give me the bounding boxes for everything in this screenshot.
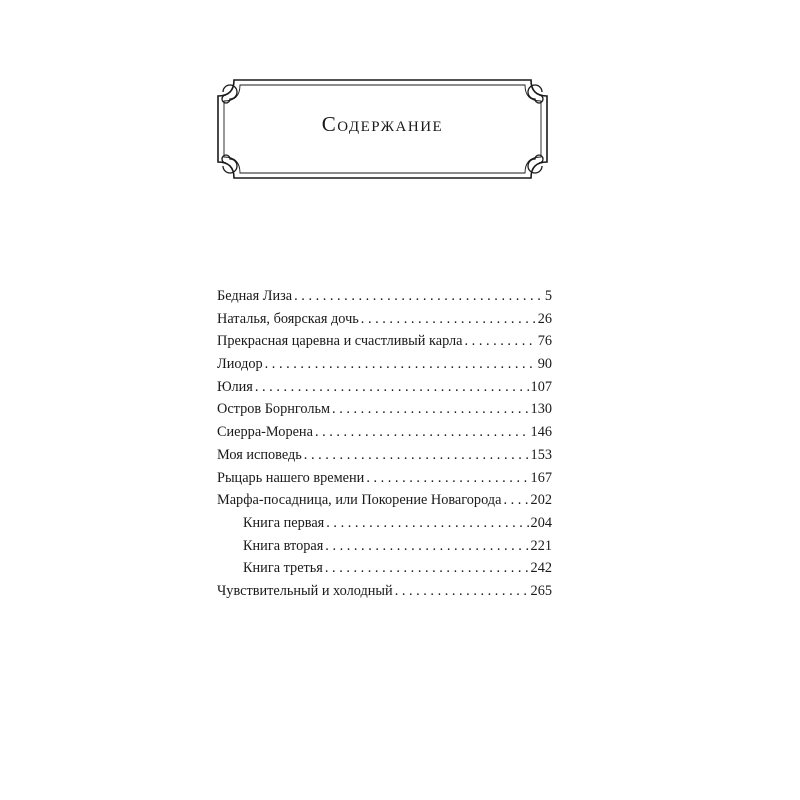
toc-entry-title: Марфа-посадница, или Покорение Новагорода bbox=[217, 492, 502, 509]
toc-entry-page: 146 bbox=[530, 424, 552, 441]
toc-dot-leader bbox=[395, 580, 529, 603]
toc-entry-page: 90 bbox=[537, 356, 552, 373]
toc-entry-title: Бедная Лиза bbox=[217, 288, 293, 304]
toc-entry-title: Книга первая bbox=[243, 514, 325, 531]
page-title: Содержание bbox=[321, 112, 444, 136]
toc-entry-title: Книга вторая bbox=[243, 537, 324, 554]
toc-entry-title: Юлия bbox=[217, 378, 253, 395]
toc-entry bbox=[217, 308, 552, 331]
toc-entry-page: 5 bbox=[544, 288, 552, 304]
toc-entry bbox=[217, 557, 552, 580]
toc-entry-page: 242 bbox=[530, 560, 552, 577]
toc-dot-leader bbox=[326, 512, 528, 535]
toc-entry-page: 221 bbox=[530, 537, 552, 554]
toc-entry bbox=[217, 330, 552, 353]
toc-dot-leader bbox=[465, 330, 536, 353]
title-frame bbox=[210, 72, 555, 186]
toc-entry-title: Наталья, боярская дочь bbox=[217, 310, 359, 327]
toc-entry bbox=[217, 376, 552, 399]
toc-entry-title: Рыцарь нашего времени bbox=[217, 469, 365, 486]
toc-dot-leader bbox=[503, 489, 528, 512]
toc-dot-leader bbox=[361, 308, 536, 331]
toc-entry bbox=[217, 353, 552, 376]
toc-entry-page: 130 bbox=[530, 401, 552, 418]
toc-entry-page: 76 bbox=[537, 333, 552, 350]
toc-entry-page: 202 bbox=[530, 492, 552, 509]
table-of-contents bbox=[217, 285, 552, 603]
toc-dot-leader bbox=[325, 535, 528, 558]
toc-entry bbox=[217, 512, 552, 535]
toc-entry bbox=[217, 398, 552, 421]
toc-dot-leader bbox=[304, 444, 529, 467]
toc-entry-title: Прекрасная царевна и счастливый карла bbox=[217, 333, 463, 350]
toc-dot-leader bbox=[265, 353, 536, 376]
toc-entry-page: 167 bbox=[530, 469, 552, 486]
toc-dot-leader bbox=[255, 376, 529, 399]
toc-entry-title: Остров Борнгольм bbox=[217, 401, 331, 418]
toc-entry bbox=[217, 489, 552, 512]
toc-entry-page: 107 bbox=[530, 378, 552, 395]
toc-entry-page: 26 bbox=[537, 310, 552, 327]
toc-entry-page: 153 bbox=[530, 446, 552, 463]
toc-entry-title: Лиодор bbox=[217, 356, 263, 373]
toc-dot-leader bbox=[332, 398, 529, 421]
toc-entry-title: Книга третья bbox=[243, 560, 323, 577]
toc-entry bbox=[217, 421, 552, 444]
toc-entry bbox=[217, 285, 552, 308]
toc-entry-title: Чувствительный и холодный bbox=[217, 582, 393, 599]
toc-entry-page: 265 bbox=[530, 582, 552, 599]
toc-entry-title: Сиерра-Морена bbox=[217, 424, 313, 441]
toc-dot-leader bbox=[325, 557, 529, 580]
toc-entry-page: 204 bbox=[530, 514, 552, 531]
toc-entry-title: Моя исповедь bbox=[217, 446, 302, 463]
toc-entry bbox=[217, 467, 552, 490]
toc-entry bbox=[217, 580, 552, 603]
toc-entry bbox=[217, 535, 552, 558]
toc-dot-leader bbox=[315, 421, 529, 444]
toc-entry bbox=[217, 444, 552, 467]
toc-dot-leader bbox=[294, 285, 543, 308]
toc-dot-leader bbox=[366, 467, 528, 490]
